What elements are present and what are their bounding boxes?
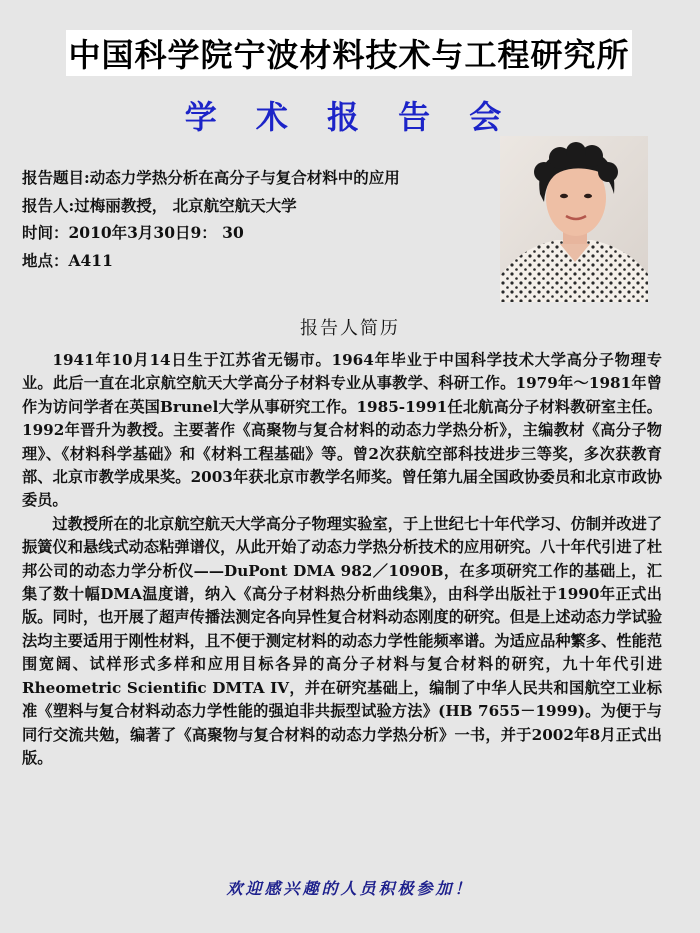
invitation-text: 欢迎感兴趣的人员积极参加！	[226, 879, 474, 898]
bio-heading: 报告人简历	[300, 318, 400, 339]
bio-text	[22, 349, 662, 770]
institute-name: 中国科学院宁波材料技术与工程研究所	[68, 36, 630, 74]
talk-speaker: 报告人:过梅丽教授， 北京航空航天大学	[22, 195, 297, 215]
institute-banner	[66, 30, 632, 76]
bio-paragraph-2: 过教授所在的北京航空航天大学高分子物理实验室，于上世纪七十年代学习、仿制并改进了振簧仪和悬线式动态粘弹谱仪，从此开始了动态力学热分析技术的应用研究。八十年代引进了杜邦公司的动态力学分析仪——DuPont DMA 982／1090B，在多项研究工作的基础上，汇集了数十幅DMA温度谱，纳入《高分子材料热分析曲线集》，由科学出版社于1990年正式出版。同时，也开展了超声传播法测定各向异性复合材料动态刚度的研究。但是上述动态力学试验法均主要适用于刚性材料，且不便于测定材料的动态力学性能频率谱。为适应品种繁多、性能范围宽阔、试样形式多样和应用目标各异的高分子材料与复合材料的研究，九十年代引进Rheometric Scientific DMTA IV，并在研究基础上，编制了中华人民共和国航空工业标准《塑料与复合材料动态力学性能的强迫非共振型试验方法》(HB 7655－1999)。为便于与同行交流共勉，编著了《高聚物与复合材料的动态力学热分析》一书，并于2002年8月正式出版。	[22, 514, 662, 767]
talk-location: 地点：A411	[22, 250, 113, 270]
speaker-photo	[500, 136, 648, 302]
talk-info	[22, 164, 482, 274]
talk-time: 时间：2010年3月30日9： 30	[22, 223, 244, 242]
talk-topic: 报告题目:动态力学热分析在高分子与复合材料中的应用	[22, 168, 400, 187]
bio-paragraph-1: 1941年10月14日生于江苏省无锡市。1964年毕业于中国科学技术大学高分子物理专业。此后一直在北京航空航天大学高分子材料专业从事教学、科研工作。1979年～1981年曾作为访问学者在英国Brunel大学从事研究工作。1985-1991任北航高分子材料教研室主任。1992年晋升为教授。主要著作《高聚物与复合材料的动态力学热分析》，主编教材《高分子物理》、《材料科学基础》和《材料工程基础》等。曾2次获航空部科技进步三等奖，多次获教育部、北京市教学成果奖。2003年获北京市教学名师奖。曾任第九届全国政协委员和北京市政协委员。	[22, 351, 662, 510]
event-title: 学 术 报 告 会	[184, 98, 516, 136]
speaker-portrait-icon	[500, 136, 648, 302]
